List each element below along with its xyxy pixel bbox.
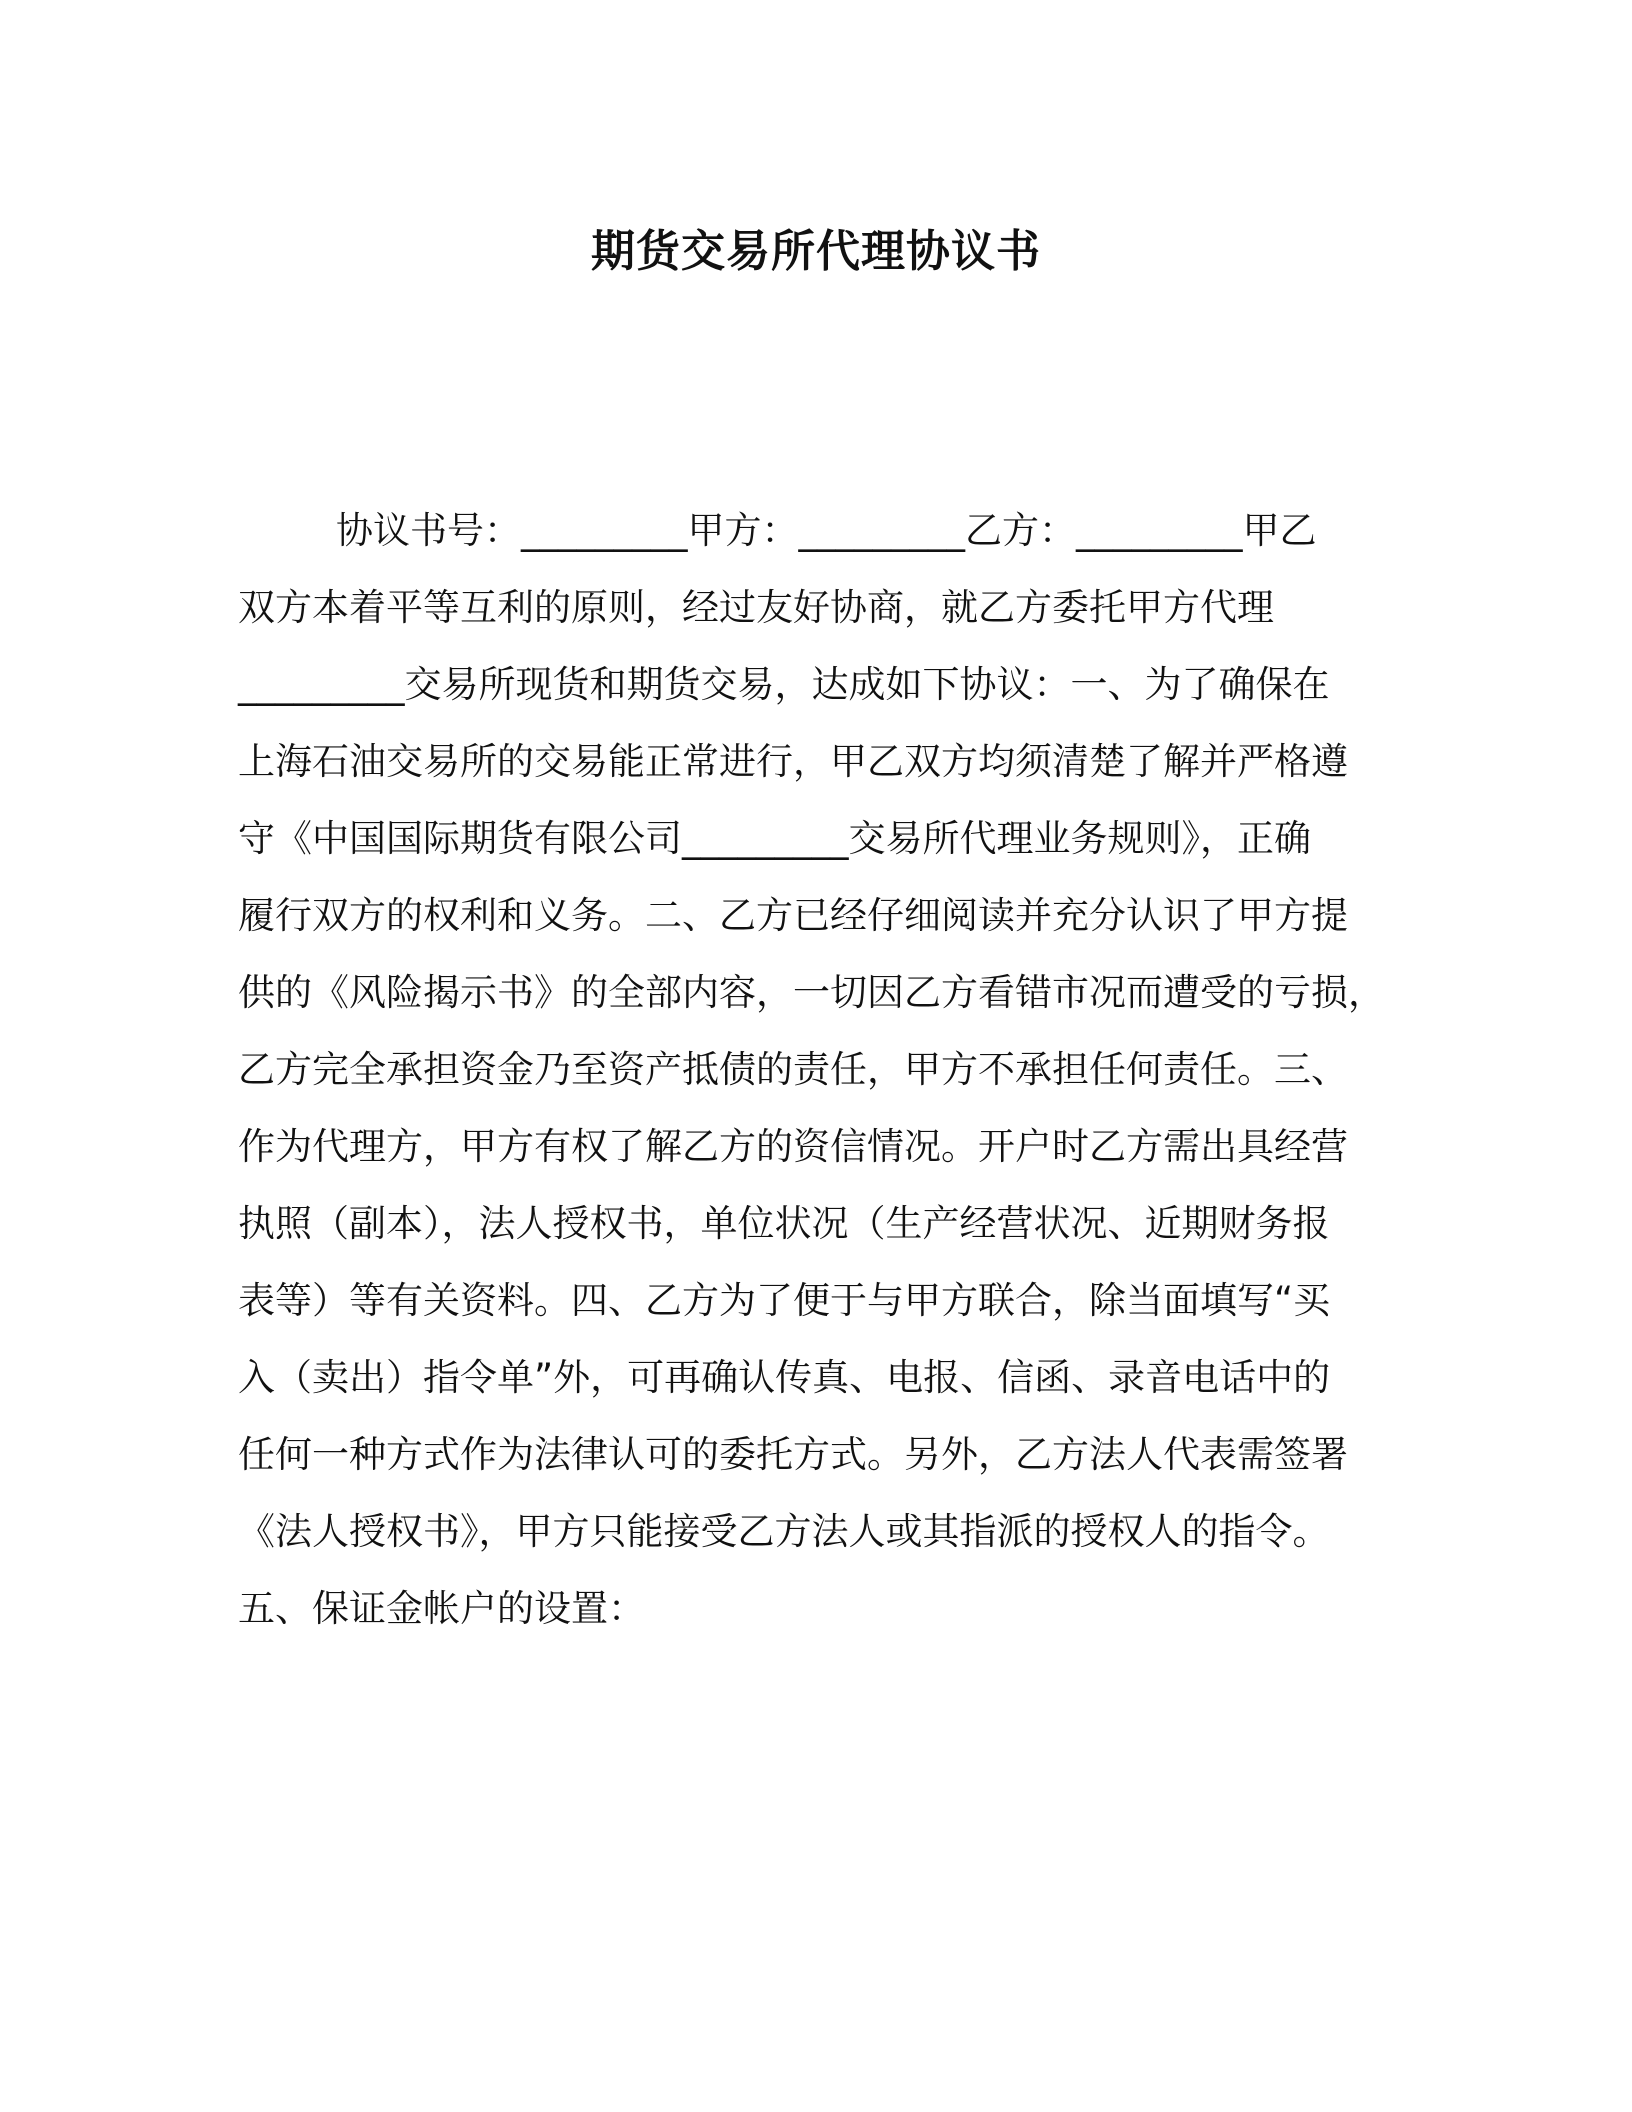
document-body [238,492,1398,1647]
document-title: 期货交易所代理协议书 [591,226,1041,277]
body-line: _________交易所现货和期货交易，达成如下协议：一、为了确保在 [238,663,1330,706]
body-line: 《法人授权书》，甲方只能接受乙方法人或其指派的授权人的指令。 [238,1510,1330,1553]
body-line: 五、保证金帐户的设置： [238,1587,645,1630]
body-line: 双方本着平等互利的原则，经过友好协商，就乙方委托甲方代理 [238,586,1274,629]
body-line: 履行双方的权利和义务。二、乙方已经仔细阅读并充分认识了甲方提 [238,894,1348,937]
body-line: 供的《风险揭示书》的全部内容，一切因乙方看错市况而遭受的亏损， [238,971,1385,1014]
body-line: 协议书号：_________甲方：_________乙方：_________甲乙 [336,509,1317,552]
body-line: 任何一种方式作为法律认可的委托方式。另外，乙方法人代表需签署 [238,1433,1348,1476]
body-line: 入（卖出）指令单”外，可再确认传真、电报、信函、录音电话中的 [238,1356,1331,1399]
body-line: 执照（副本），法人授权书，单位状况（生产经营状况、近期财务报 [238,1202,1330,1245]
body-line: 作为代理方，甲方有权了解乙方的资信情况。开户时乙方需出具经营 [238,1125,1348,1168]
body-line: 乙方完全承担资金乃至资产抵债的责任，甲方不承担任何责任。三、 [238,1048,1348,1091]
body-line: 上海石油交易所的交易能正常进行，甲乙双方均须清楚了解并严格遵 [238,740,1348,783]
body-line: 守《中国国际期货有限公司_________交易所代理业务规则》，正确 [238,817,1311,860]
body-line: 表等）等有关资料。四、乙方为了便于与甲方联合，除当面填写“买 [238,1279,1331,1322]
